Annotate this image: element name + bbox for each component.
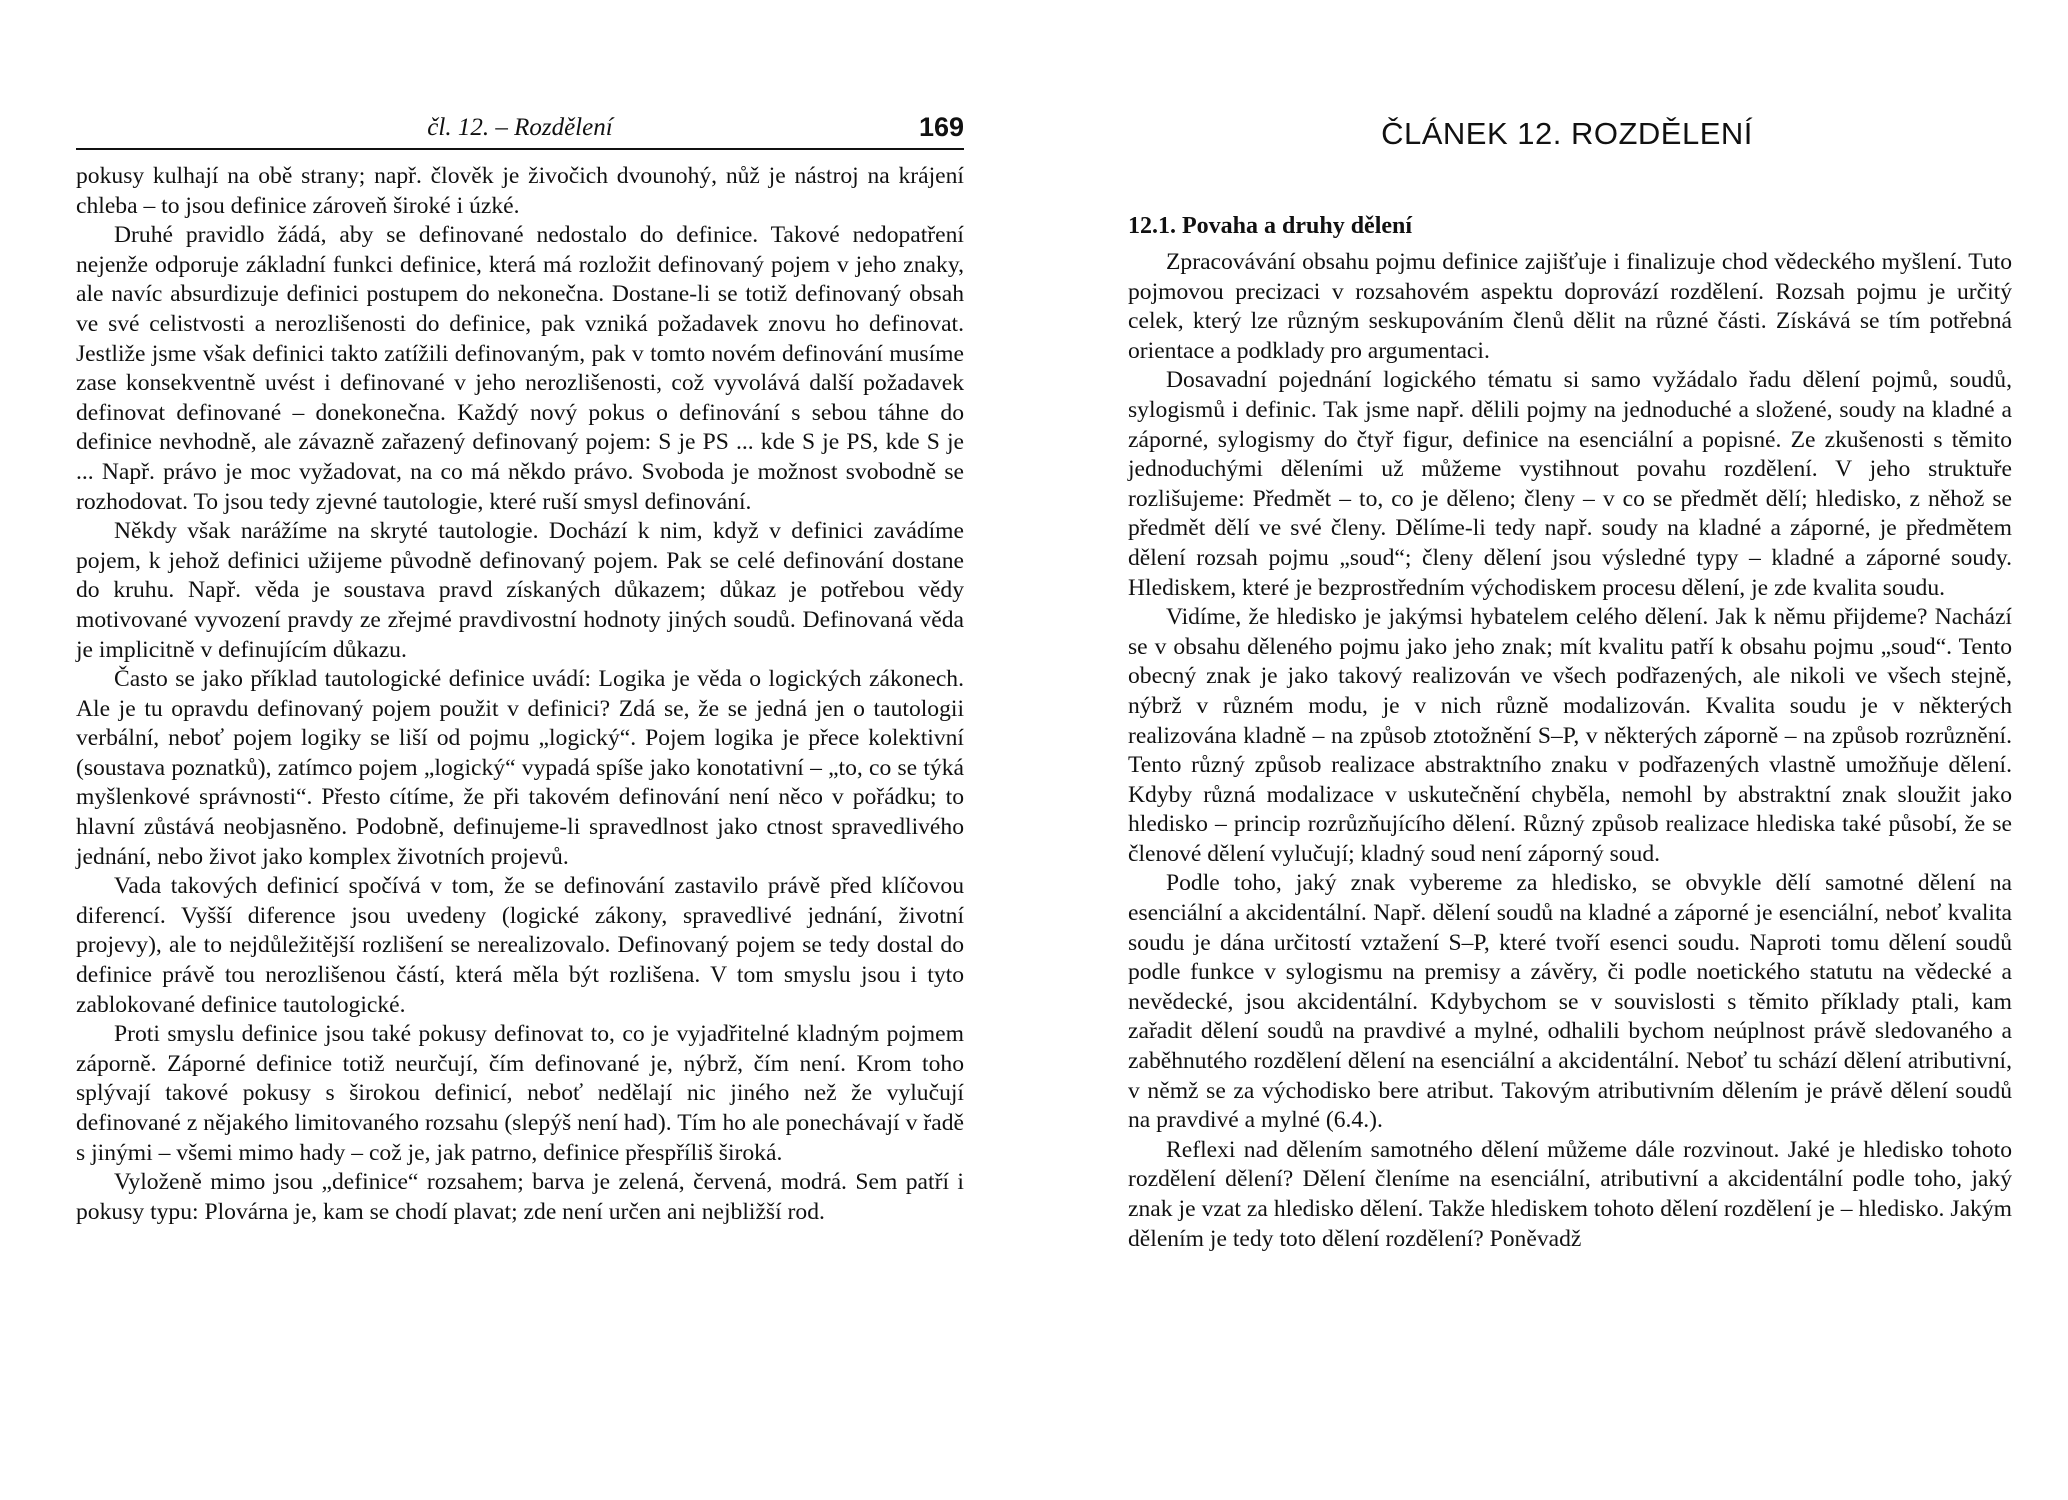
right-body-text <box>1128 248 2012 1254</box>
paragraph: Často se jako příklad tautologické definice uvádí: Logika je věda o logických zákonech. Ale je tu opravdu definovaný pojem použit v definici? Zdá se, že se jedná jen o tautologii verbální, neboť pojem logiky se liší od pojmu „logický“. Pojem logika je přece kolektivní (soustava poznatků), zatímco pojem „logický“ vypadá spíše jako konotativní – „to, co se týká myšlenkové správnosti“. Přesto cítíme, že při takovém definování není něco v pořádku; to hlavní zůstává neobjasněno. Podobně, definujeme-li spravedlnost jako ctnost spravedlivého jednání, nebo život jako komplex životních projevů. <box>76 666 964 870</box>
paragraph: Podle toho, jaký znak vybereme za hledisko, se obvykle dělí samotné dělení na esenciální a akcidentální. Např. dělení soudů na kladné a záporné je esenciální, neboť kvalita soudu je dána určitostí vztažení S–P, které tvoří esenci soudu. Naproti tomu dělení soudů podle funkce v sylogismu na premisy a závěry, či podle noetického statutu na vědecké a nevědecké, jsou akcidentální. Kdybychom se v souvislosti s těmito příklady ptali, kam zařadit dělení soudů na pravdivé a mylné, odhalili bychom neúplnost právě sledovaného a zaběhnutého rozdělení dělení na esenciální a akcidentální. Neboť tu schází dělení atributivní, v němž se za východisko bere atribut. Takovým atributivním dělením je právě dělení soudů na pravdivé a mylné (6.4.). <box>1128 870 2012 1134</box>
paragraph: Vyloženě mimo jsou „definice“ rozsahem; barva je zelená, červená, modrá. Sem patří i pokusy typu: Plovárna je, kam se chodí plavat; zde není určen ani nejbližší rod. <box>76 1169 964 1225</box>
paragraph: Druhé pravidlo žádá, aby se definované nedostalo do definice. Takové nedopatření nejenže odporuje základní funkci definice, která má rozložit definovaný pojem v jeho znaky, ale navíc absurdizuje definici postupem do nekonečna. Dostane-li se totiž definovaný obsah ve své celistvosti a nerozlišenosti do definice, pak vzniká požadavek znovu ho definovat. Jestliže jsme však definici takto zatížili definovaným, pak v tomto novém definování musíme zase konsekventně uvést i definované v jeho nerozlišenosti, což vyvolává další požadavek definovat definované – donekonečna. Každý nový pokus o definování s sebou táhne do definice nevhodně, ale závazně zařazený definovaný pojem: S je PS ... kde S je PS, kde S je ... Např. právo je moc vyžadovat, na co má někdo právo. Svoboda je možnost svobodně se rozhodovat. To jsou tedy zjevné tautologie, které ruší smysl definování. <box>76 222 964 515</box>
paragraph: Reflexi nad dělením samotného dělení můžeme dále rozvinout. Jaké je hledisko tohoto rozdělení dělení? Dělení členíme na esenciální, atributivní a akcidentální podle toho, jaký znak je vzat za hledisko dělení. Takže hlediskem tohoto dělení rozdělení je – hledisko. Jakým dělením je tedy toto dělení rozdělení? Poněvadž <box>1128 1136 2012 1252</box>
paragraph: Dosavadní pojednání logického tématu si samo vyžádalo řadu dělení pojmů, soudů, sylogismů i definic. Tak jsme např. dělili pojmy na jednoduché a složené, soudy na kladné a záporné, sylogismy do čtyř figur, definice na esenciální a popisné. Ze zkušenosti s těmito jednoduchými děleními už můžeme vystihnout povahu rozdělení. V jeho struktuře rozlišujeme: Předmět – to, co je děleno; členy – v co se předmět dělí; hledisko, z něhož se předmět dělí ve své členy. Dělíme-li tedy např. soudy na kladné a záporné, je předmětem dělení rozsah pojmu „soud“; členy dělení jsou výsledné typy – kladné a záporné soudy. Hlediskem, které je bezprostředním východiskem procesu dělení, je zde kvalita soudu. <box>1128 367 2012 601</box>
right-page <box>1034 0 2068 1500</box>
paragraph: Zpracovávání obsahu pojmu definice zajišťuje i finalizuje chod vědeckého myšlení. Tuto pojmovou precizaci v rozsahovém aspektu doprovází rozdělení. Rozsah pojmu je určitý celek, který lze různým seskupováním členů dělit na různé části. Získává se tím potřebná orientace a podklady pro argumentaci. <box>1128 249 2012 364</box>
section-heading: 12.1. Povaha a druhy dělení <box>1128 213 1413 239</box>
chapter-title: ČLÁNEK 12. ROZDĚLENÍ <box>1381 116 1753 151</box>
left-body-text <box>76 162 964 1227</box>
page-number: 169 <box>918 112 964 142</box>
paragraph: Někdy však narážíme na skryté tautologie. Dochází k nim, když v definici zavádíme pojem, k jehož definici užijeme původně definovaný pojem. Pak se celé definování dostane do kruhu. Např. věda je soustava pravd získaných důkazem; důkaz je potřebou vědy motivované vyvození pravdy ze zřejmé pravdivostní hodnoty jiných soudů. Definovaná věda je implicitně v definujícím důkazu. <box>76 518 964 663</box>
paragraph: Proti smyslu definice jsou také pokusy definovat to, co je vyjadřitelné kladným pojmem záporně. Záporné definice totiž neurčují, čím definované je, nýbrž, čím není. Krom toho splývají takové pokusy s širokou definicí, neboť nedělají nic jiného než že vylučují definované z nějakého limitovaného rozsahu (slepýš není had). Tím ho ale ponechávají v řadě s jinými – všemi mimo hady – což je, jak patrno, definice přespříliš široká. <box>76 1021 964 1166</box>
running-header <box>76 112 964 150</box>
paragraph: pokusy kulhají na obě strany; např. člověk je živočich dvounohý, nůž je nástroj na krájení chleba – to jsou definice zároveň široké i úzké. <box>76 163 964 219</box>
running-title: čl. 12. – Rozdělení <box>427 114 613 141</box>
paragraph: Vada takových definicí spočívá v tom, že se definování zastavilo právě před klíčovou diferencí. Vyšší diference jsou uvedeny (logické zákony, spravedlivé jednání, životní projevy), ale to nejdůležitější rozlišení se nerealizovalo. Definovaný pojem se tedy dostal do definice právě tou nerozlišenou částí, která měla být rozlišena. V tom smyslu jsou i tyto zablokované definice tautologické. <box>76 873 964 1018</box>
paragraph: Vidíme, že hledisko je jakýmsi hybatelem celého dělení. Jak k němu přijdeme? Nachází se v obsahu děleného pojmu jako jeho znak; mít kvalitu patří k obsahu pojmu „soud“. Tento obecný znak je jako takový realizován ve všech podřazených, ale nikoli ve všech stejně, nýbrž v různém modu, je v nich různě modalizován. Kvalita soudu je v některých realizována kladně – na způsob ztotožnění S–P, v některých záporně – na způsob rozrůznění. Tento různý způsob realizace abstraktního znaku v podřazených vlastně umožňuje dělení. Kdyby různá modalizace v uskutečnění chyběla, nemohl by abstraktní znak sloužit jako hledisko – princip rozrůzňujícího dělení. Různý způsob realizace hlediska také působí, že se členové dělení vylučují; kladný soud není záporný soud. <box>1128 604 2012 867</box>
